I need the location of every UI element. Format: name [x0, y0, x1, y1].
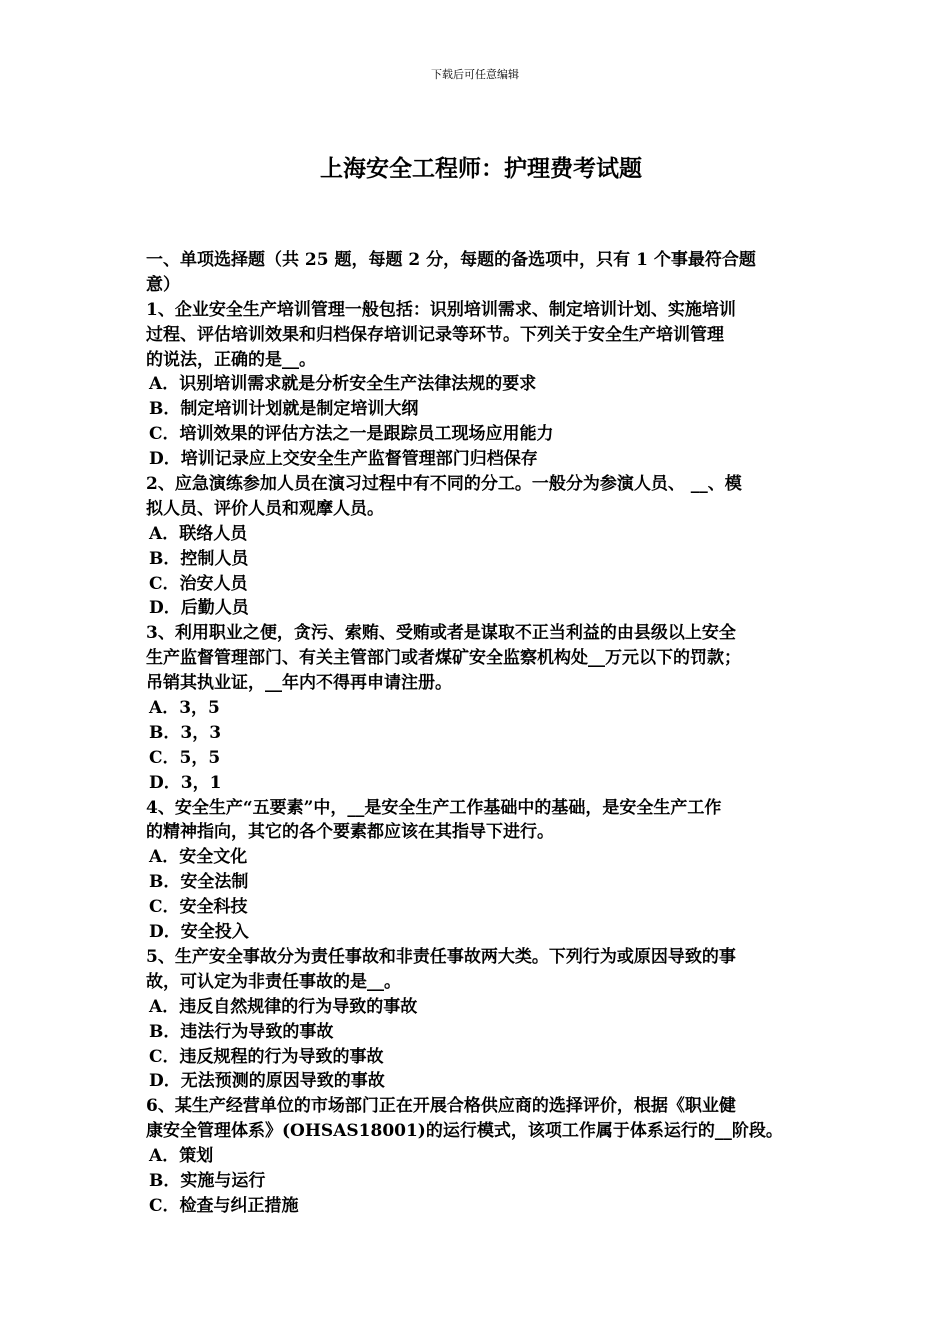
question-5: [146, 945, 816, 1094]
option-a: A．识别培训需求就是分析安全生产法律法规的要求: [149, 374, 537, 395]
exam-content: [146, 248, 816, 1219]
option-d: D．培训记录应上交安全生产监督管理部门归档保存: [149, 449, 538, 470]
option-c: C．安全科技: [149, 897, 248, 918]
option-b: B．制定培训计划就是制定培训大纲: [149, 399, 419, 420]
option-d: D．3，1: [149, 772, 222, 793]
option-b: B．安全法制: [149, 872, 249, 893]
option-a: A．策划: [149, 1146, 214, 1167]
option-a: A．违反自然规律的行为导致的事故: [149, 996, 418, 1017]
section-heading-line: 意）: [146, 274, 180, 295]
section-heading: [146, 248, 816, 298]
option-a: A．安全文化: [149, 847, 248, 868]
option-b: B．违法行为导致的事故: [149, 1021, 334, 1042]
question-stem-line: 吊销其执业证，__年内不得再申请注册。: [146, 673, 452, 694]
question-stem-line: 1、企业安全生产培训管理一般包括：识别培训需求、制定培训计划、实施培训: [146, 299, 736, 320]
question-stem-line: 故，可认定为非责任事故的是__。: [146, 971, 401, 992]
question-3: [146, 621, 816, 795]
question-stem-line: 生产监督管理部门、有关主管部门或者煤矿安全监察机构处__万元以下的罚款；: [146, 648, 741, 669]
option-c: C．培训效果的评估方法之一是跟踪员工现场应用能力: [149, 424, 554, 445]
question-4: [146, 796, 816, 945]
question-stem-line: 3、利用职业之便，贪污、索贿、受贿或者是谋取不正当利益的由县级以上安全: [146, 623, 736, 644]
question-stem-line: 6、某生产经营单位的市场部门正在开展合格供应商的选择评价，根据《职业健: [146, 1096, 736, 1117]
question-stem-line: 4、安全生产“五要素”中，__是安全生产工作基础中的基础，是安全生产工作: [146, 797, 722, 818]
option-c: C．5，5: [149, 747, 221, 768]
header-note: 下载后可任意编辑: [431, 68, 519, 81]
option-c: C．检查与纠正措施: [149, 1195, 299, 1216]
question-stem-line: 康安全管理体系》(OHSAS18001)的运行模式，该项工作属于体系运行的__阶段。: [146, 1121, 783, 1142]
option-d: D．安全投入: [149, 922, 249, 943]
option-d: D．无法预测的原因导致的事故: [149, 1071, 385, 1092]
question-stem-line: 5、生产安全事故分为责任事故和非责任事故两大类。下列行为或原因导致的事: [146, 946, 736, 967]
option-a: A．3，5: [149, 698, 220, 719]
page-title: 上海安全工程师：护理费考试题: [320, 155, 642, 182]
question-1: [146, 298, 816, 472]
question-stem-line: 2、应急演练参加人员在演习过程中有不同的分工。一般分为参演人员、 __、模: [146, 474, 742, 495]
option-b: B．控制人员: [149, 548, 249, 569]
question-stem-line: 的说法，正确的是__。: [146, 349, 316, 370]
option-a: A．联络人员: [149, 523, 248, 544]
option-c: C．治安人员: [149, 573, 248, 594]
question-6: [146, 1094, 816, 1218]
section-heading-line: 一、单项选择题（共 25 题，每题 2 分，每题的备选项中，只有 1 个事最符合题: [146, 250, 756, 270]
question-stem-line: 拟人员、评价人员和观摩人员。: [146, 498, 384, 519]
option-b: B．实施与运行: [149, 1170, 266, 1191]
option-c: C．违反规程的行为导致的事故: [149, 1046, 384, 1067]
option-d: D．后勤人员: [149, 598, 249, 619]
option-b: B．3，3: [149, 722, 222, 743]
question-stem-line: 过程、评估培训效果和归档保存培训记录等环节。下列关于安全生产培训管理: [146, 324, 724, 345]
question-stem-line: 的精神指向，其它的各个要素都应该在其指导下进行。: [146, 822, 554, 843]
question-2: [146, 472, 816, 621]
